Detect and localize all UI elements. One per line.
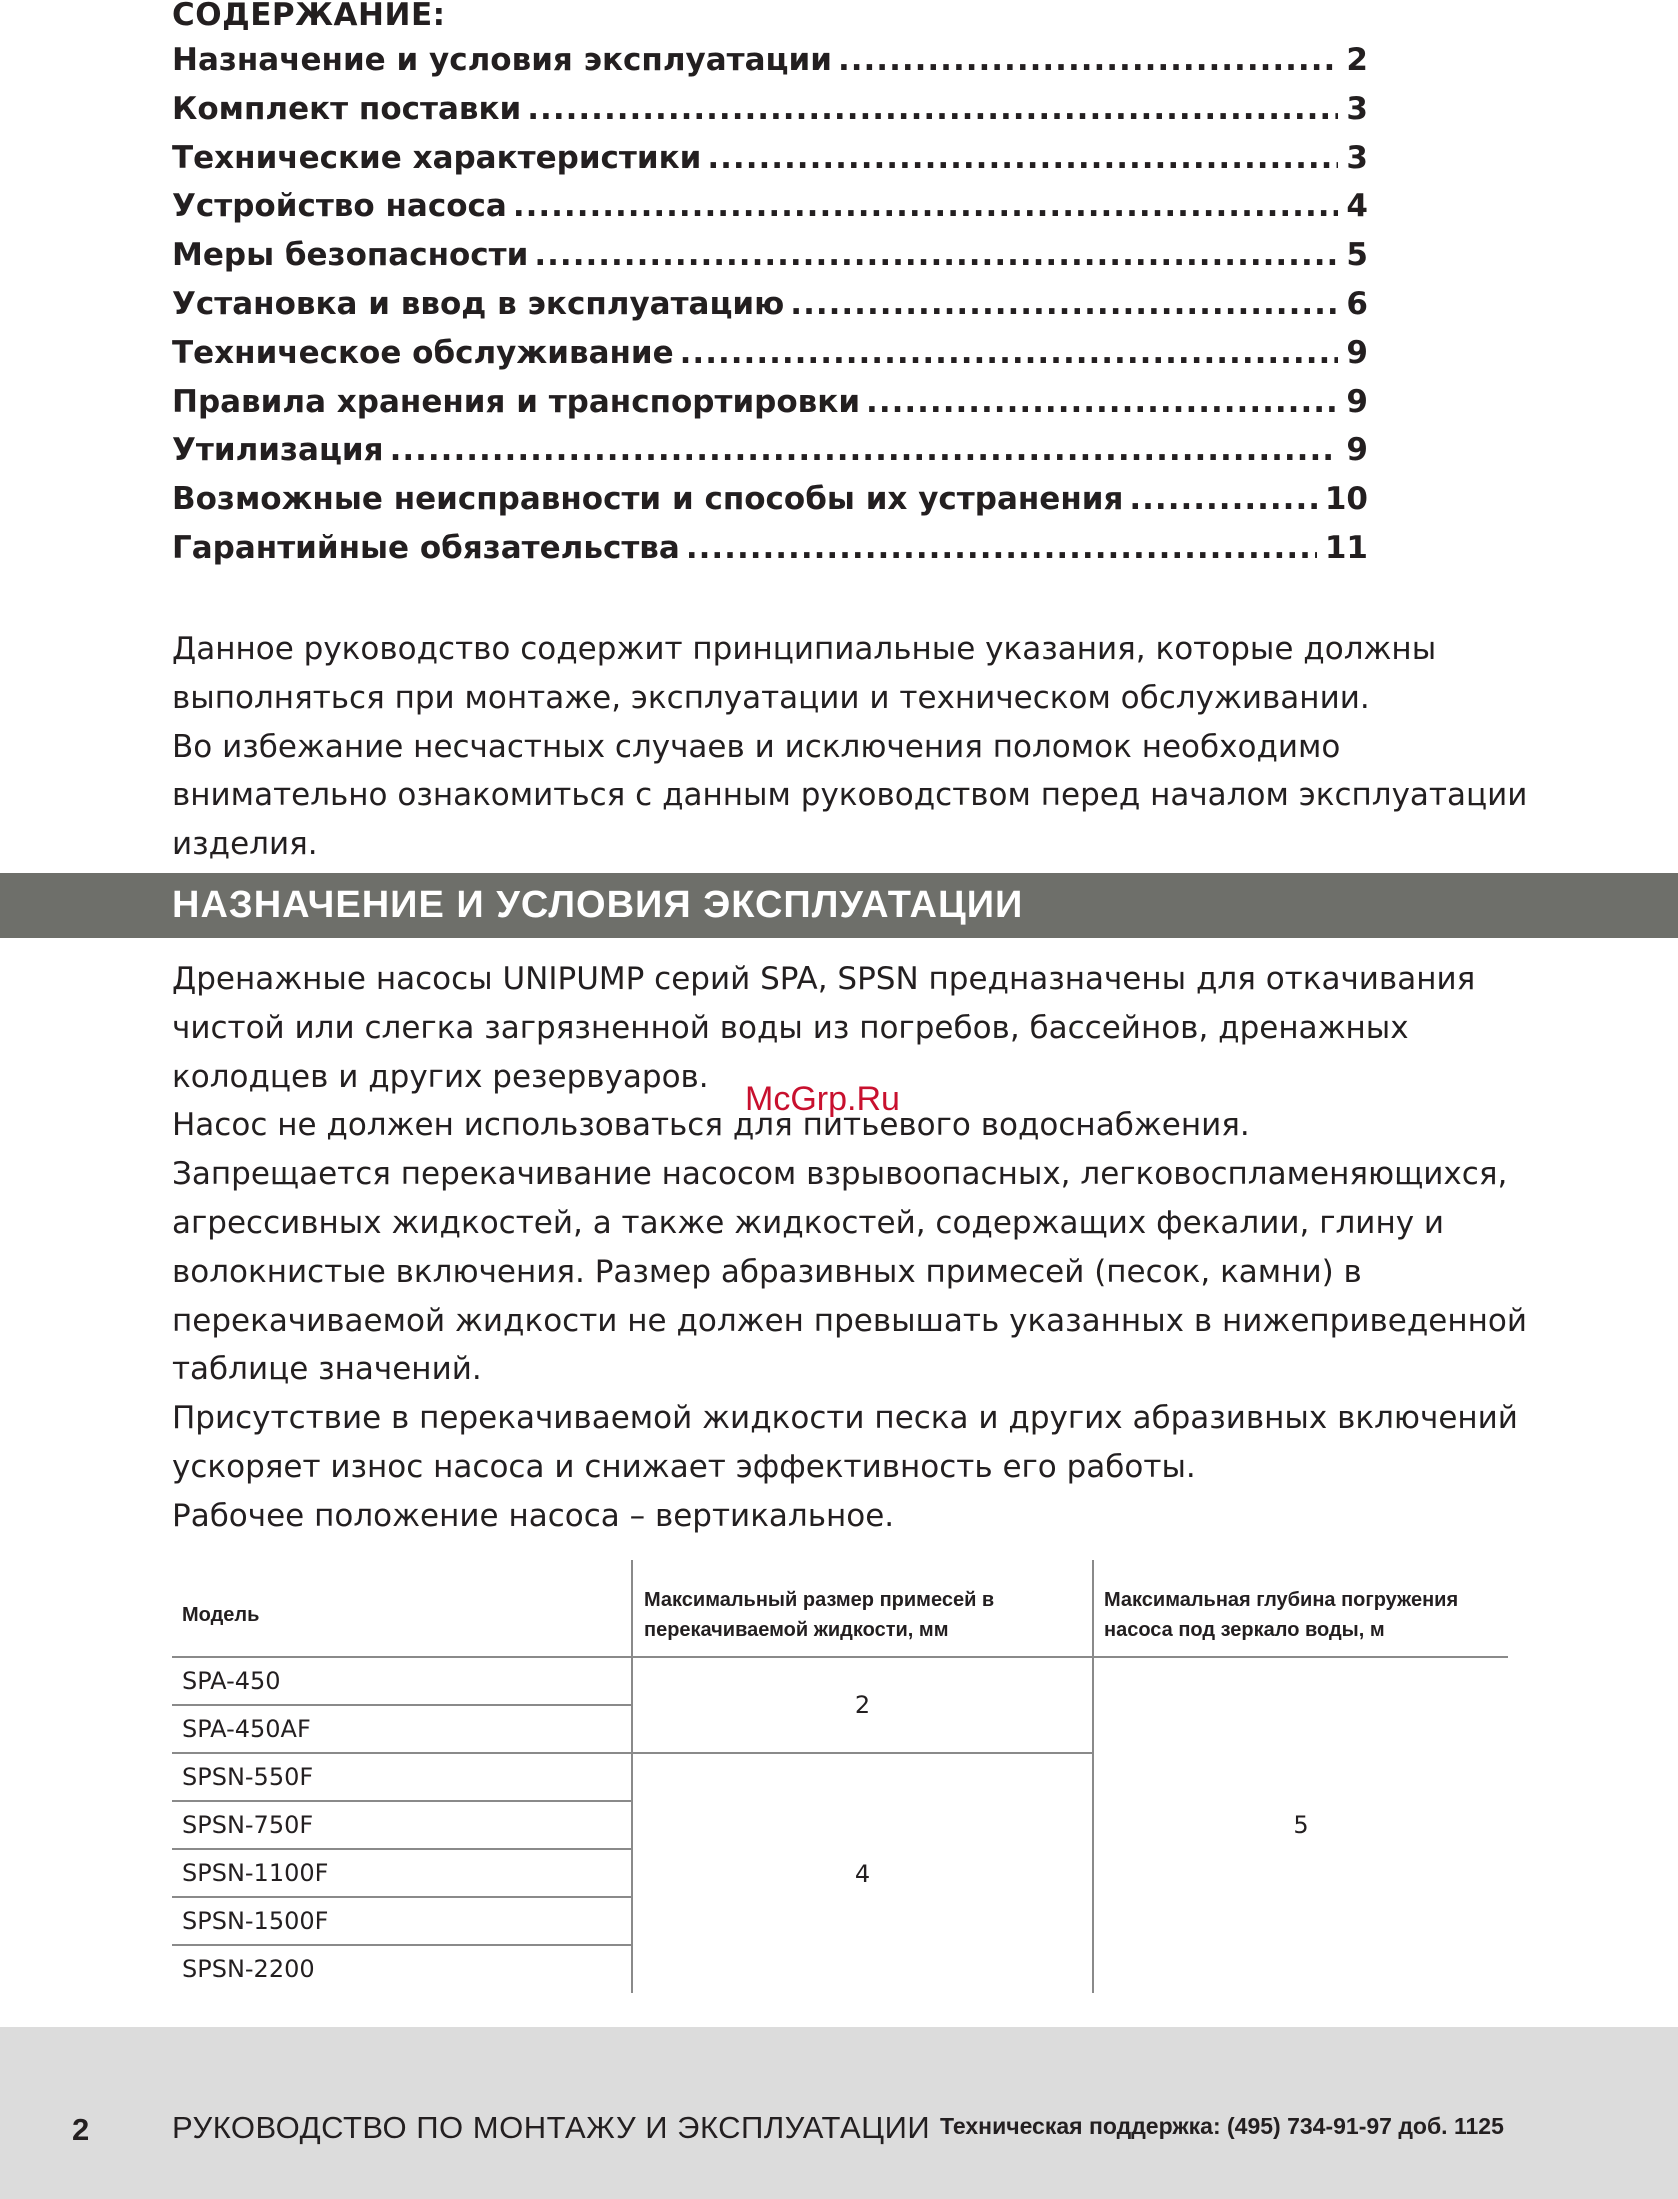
- toc-item-page: 10: [1324, 481, 1368, 518]
- toc-item-title: Техническое обслуживание: [172, 334, 674, 371]
- toc-leader-dots: [686, 524, 1317, 573]
- toc-item-title: Устройство насоса: [172, 188, 507, 225]
- page-footer: [0, 2027, 1678, 2199]
- toc-item-title: Технические характеристики: [172, 139, 702, 176]
- toc-item-page: 2: [1346, 42, 1368, 78]
- toc-item[interactable]: [172, 85, 1368, 134]
- section-paragraph: Дренажные насосы UNIPUMP серий SPA, SPSN предназначены для откачивания чистой или слегка загрязненной воды из погребов, бассейнов, дренажных колодцев и других резервуаров.: [172, 961, 1476, 1095]
- intro-paragraph: Данное руководство содержит принципиальные указания, которые должны выполняться при монтаже, эксплуатации и техническом обслуживании.: [172, 631, 1437, 716]
- table-cell-size: 2: [854, 1690, 871, 1719]
- table-header-depth: Максимальная глубина погружения насоса под зеркало воды, м: [1104, 1589, 1459, 1641]
- toc-item-page: 5: [1346, 237, 1368, 274]
- toc-item[interactable]: [172, 329, 1368, 378]
- table-cell-model: SPSN-550F: [182, 1763, 314, 1791]
- toc-item[interactable]: [172, 182, 1368, 231]
- toc-item-page: 4: [1346, 188, 1368, 225]
- toc-item-page: 3: [1346, 139, 1368, 176]
- table-cell-model: SPSN-1500F: [182, 1907, 329, 1935]
- section-paragraph: Рабочее положение насоса – вертикальное.: [172, 1497, 895, 1534]
- specs-table: [172, 1560, 1508, 1993]
- toc-leader-dots: [1129, 475, 1317, 524]
- table-cell-model: SPSN-2200: [182, 1955, 315, 1983]
- toc-item-title: Меры безопасности: [172, 237, 529, 274]
- table-cell-model: SPA-450: [182, 1667, 281, 1695]
- section-paragraph: Запрещается перекачивание насосом взрывоопасных, легковоспламеняющихся, агрессивных жидкостей, а также жидкостей, содержащих фекалии, глину и волокнистые включения. Размер абразивных примесей (песок, камни) в перекачиваемой жидкости не должен превышать указанных в нижеприведенной таблице значений.: [172, 1156, 1527, 1388]
- toc-item-page: 9: [1346, 383, 1368, 420]
- table-cell-model: SPSN-750F: [182, 1811, 314, 1839]
- table-of-contents: [172, 0, 1368, 573]
- toc-leader-dots: [707, 134, 1338, 183]
- toc-item[interactable]: [172, 524, 1368, 573]
- table-cell-size: 4: [854, 1859, 871, 1888]
- toc-item-title: Гарантийные обязательства: [172, 529, 680, 566]
- toc-item-title: Правила хранения и транспортировки: [172, 383, 861, 420]
- toc-item[interactable]: [172, 280, 1368, 329]
- toc-item-title: Установка и ввод в эксплуатацию: [172, 285, 785, 322]
- toc-item[interactable]: [172, 134, 1368, 183]
- section-paragraph: Присутствие в перекачиваемой жидкости песка и других абразивных включений ускоряет износ насоса и снижает эффективность его работы.: [172, 1400, 1518, 1485]
- table-cell-model: SPSN-1100F: [182, 1859, 329, 1887]
- page-number: 2: [72, 2112, 90, 2147]
- toc-leader-dots: [390, 426, 1339, 475]
- footer-support: Техническая поддержка: (495) 734-91-97 доб. 1125: [940, 2113, 1504, 2139]
- section-header-bar: [0, 873, 1678, 938]
- intro-paragraph: Во избежание несчастных случаев и исключения поломок необходимо внимательно ознакомиться с данным руководством перед началом эксплуатации изделия.: [172, 728, 1528, 863]
- section-title: НАЗНАЧЕНИЕ И УСЛОВИЯ ЭКСПЛУАТАЦИИ: [172, 884, 1024, 926]
- table-cell-depth: 5: [1293, 1811, 1309, 1839]
- toc-leader-dots: [790, 280, 1338, 329]
- toc-item-page: 9: [1346, 334, 1368, 371]
- table-header-model: Модель: [182, 1604, 260, 1626]
- toc-leader-dots: [513, 182, 1339, 231]
- toc-leader-dots: [527, 85, 1338, 134]
- toc-leader-dots: [866, 378, 1338, 427]
- toc-item[interactable]: [172, 36, 1368, 85]
- toc-leader-dots: [534, 231, 1338, 280]
- toc-item[interactable]: [172, 378, 1368, 427]
- toc-item-title: Возможные неисправности и способы их устранения: [172, 481, 1124, 518]
- table-header-size: Максимальный размер примесей в перекачиваемой жидкости, мм: [644, 1589, 995, 1641]
- toc-leader-dots: [838, 36, 1338, 85]
- toc-leader-dots: [680, 329, 1339, 378]
- toc-item-title: Назначение и условия эксплуатации: [172, 42, 832, 78]
- toc-item[interactable]: [172, 475, 1368, 524]
- toc-item-title: Утилизация: [172, 432, 384, 469]
- toc-item-title: Комплект поставки: [172, 90, 522, 127]
- toc-item[interactable]: [172, 231, 1368, 280]
- toc-item-page: 3: [1346, 90, 1368, 127]
- section-body: [172, 955, 1532, 1541]
- toc-item[interactable]: [172, 426, 1368, 475]
- table-cell-model: SPA-450AF: [182, 1715, 311, 1743]
- toc-item-page: 11: [1324, 529, 1368, 566]
- footer-title: РУКОВОДСТВО ПО МОНТАЖУ И ЭКСПЛУАТАЦИИ: [172, 2110, 931, 2145]
- toc-item-page: 9: [1346, 432, 1368, 469]
- intro-text: [172, 625, 1532, 869]
- toc-title: СОДЕРЖАНИЕ:: [172, 0, 446, 33]
- toc-item-page: 6: [1346, 285, 1368, 322]
- section-paragraph: Насос не должен использоваться для питьевого водоснабжения.: [172, 1107, 1250, 1144]
- watermark: McGrp.Ru: [745, 1080, 900, 1118]
